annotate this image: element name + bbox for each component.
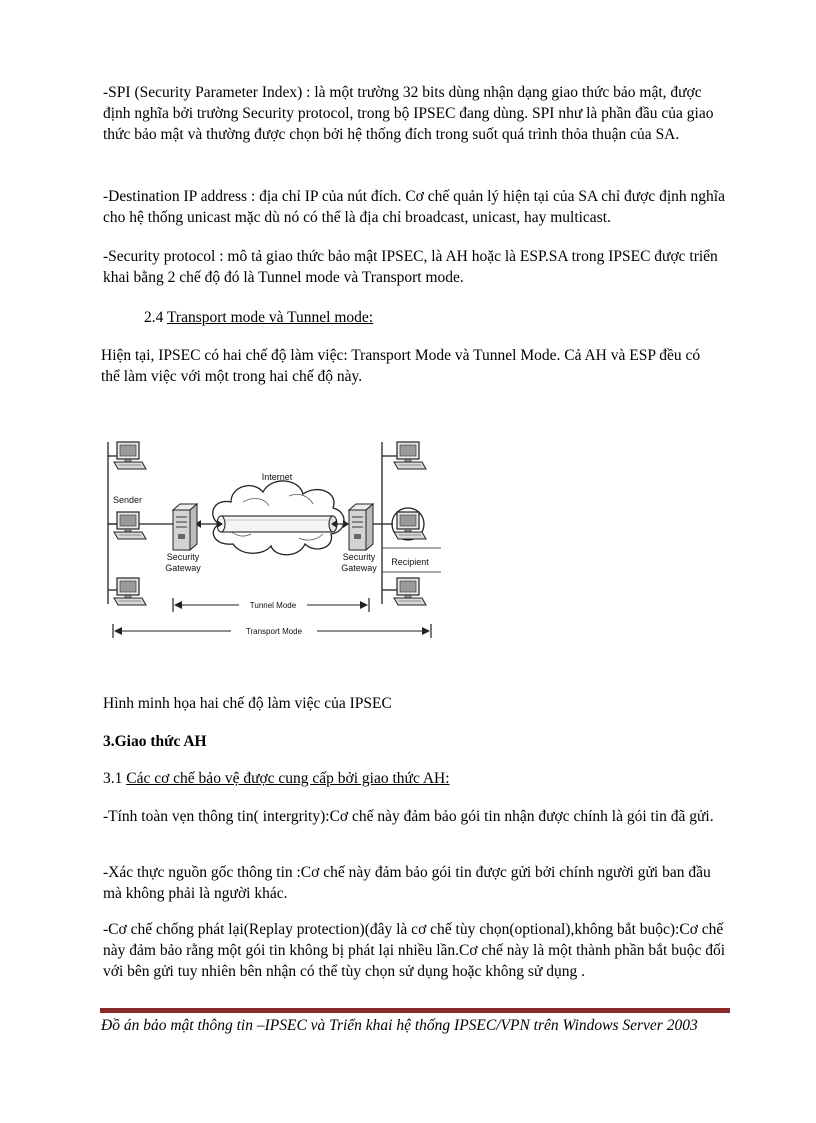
figure-caption: Hình minh họa hai chế độ làm việc của IPSEC — [103, 695, 392, 712]
section-2-4-number: 2.4 — [144, 309, 167, 326]
section-3-1-title: Các cơ chế bảo vệ được cung cấp bởi giao thức AH: — [126, 770, 450, 787]
authentication-paragraph: -Xác thực nguồn gốc thông tin :Cơ chế này đảm bảo gói tin được gửi bởi chính người gửi ban đầu mà không phải là người khác. — [103, 864, 711, 902]
replay-protection-paragraph: -Cơ chế chống phát lại(Replay protection)(đây là cơ chế tùy chọn(optional),không bắt buộc):Cơ chế này đảm bảo rằng một gói tin không bị phát lại nhiều lần.Cơ chế này là một thành phần bắt buộc đối với bên gửi tuy nhiên bên nhận có thể tùy chọn sử dụng hoặc không sử dụng . — [103, 921, 726, 980]
modes-intro-paragraph: Hiện tại, IPSEC có hai chế độ làm việc: Transport Mode và Tunnel Mode. Cả AH và ESP đều có thể làm việc với một trong hai chế độ này. — [101, 347, 701, 385]
right-gateway-label-line1: Security — [342, 552, 376, 562]
security-protocol-paragraph: -Security protocol : mô tả giao thức bảo mật IPSEC, là AH hoặc là ESP.SA trong IPSEC được triển khai bằng 2 chế độ đó là Tunnel mode và Transport mode. — [103, 248, 718, 286]
footer-rule — [100, 1008, 730, 1013]
left-gateway-label-line2: Gateway — [165, 563, 201, 573]
ipsec-modes-diagram — [103, 432, 441, 645]
destination-ip-paragraph: -Destination IP address : địa chỉ IP của nút đích. Cơ chế quản lý hiện tại của SA chỉ được định nghĩa cho hệ thống unicast mặc dù nó có thể là địa chỉ broadcast, unicast, hay multicast. — [103, 188, 725, 226]
recipient-top-computer-icon — [394, 442, 426, 469]
page-footer: Đồ án bảo mật thông tin –IPSEC và Triển khai hệ thống IPSEC/VPN trên Windows Server 2003 — [101, 1017, 698, 1034]
recipient-bottom-computer-icon — [394, 578, 426, 605]
spi-paragraph: -SPI (Security Parameter Index) : là một trường 32 bits dùng nhận dạng giao thức bảo mật, được định nghĩa bởi trường Security protocol, trong bộ IPSEC đang dùng. SPI như là phần đầu của giao thức bảo mật và thường được chọn bởi hệ thống đích trong suốt quá trình thỏa thuận của SA. — [103, 84, 714, 143]
ipsec-modes-figure — [103, 432, 441, 645]
recipient-label: Recipient — [391, 557, 429, 567]
left-gateway-label-line1: Security — [166, 552, 200, 562]
section-2-4-heading — [144, 307, 774, 328]
right-lan-lines — [373, 442, 397, 604]
left-security-gateway-icon — [173, 504, 197, 550]
recipient-computer-icon — [392, 508, 426, 540]
internet-label: Internet — [261, 472, 293, 482]
tunnel-mode-label: Tunnel Mode — [249, 601, 297, 610]
transport-mode-label: Transport Mode — [245, 627, 303, 636]
section-3-heading: 3.Giao thức AH — [103, 733, 207, 750]
integrity-paragraph: -Tính toàn vẹn thông tin( intergrity):Cơ chế này đảm bảo gói tin nhận được chính là gói tin đã gửi. — [103, 808, 714, 825]
right-security-gateway-icon — [349, 504, 373, 550]
right-gateway-label-line2: Gateway — [341, 563, 377, 573]
sender-bottom-computer-icon — [114, 578, 146, 605]
section-2-4-title: Transport mode và Tunnel mode: — [166, 309, 374, 326]
section-3-1-number: 3.1 — [103, 770, 127, 787]
sender-top-computer-icon — [114, 442, 146, 469]
section-3-1-heading — [103, 768, 733, 789]
sender-middle-computer-icon — [114, 512, 146, 539]
sender-label: Sender — [113, 495, 143, 505]
